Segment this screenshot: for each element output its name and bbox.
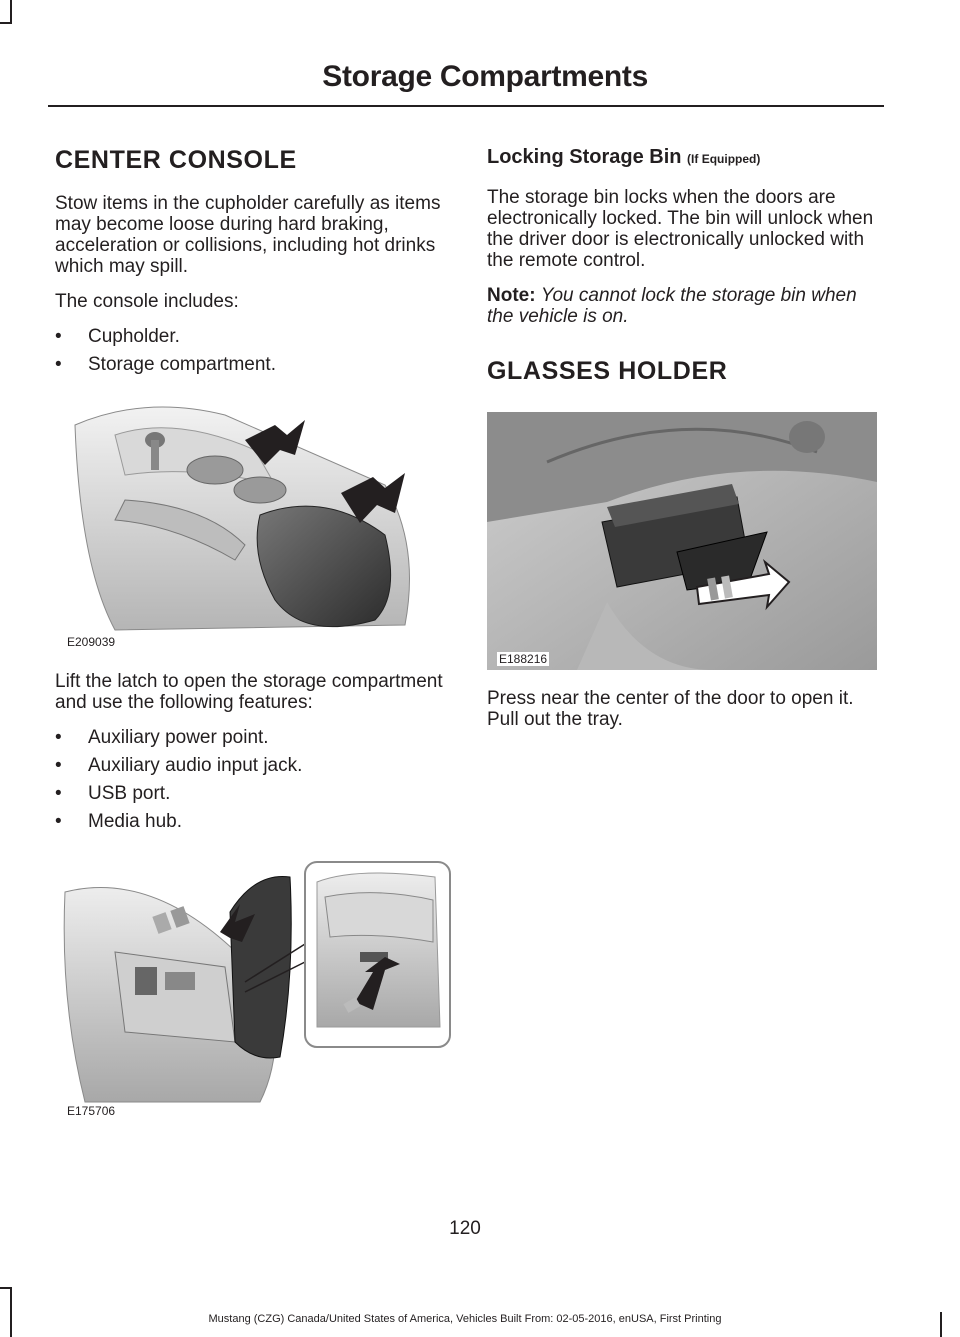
list-item: • Auxiliary audio input jack.	[55, 755, 455, 776]
list-item: • Media hub.	[55, 811, 455, 832]
list-item: • Auxiliary power point.	[55, 727, 455, 748]
right-column	[487, 140, 887, 744]
crop-mark	[940, 1312, 942, 1337]
list-item: • Storage compartment.	[55, 354, 455, 375]
intro-paragraph: Stow items in the cupholder carefully as items may become loose during hard braking, acceleration or collisions, including hot drinks which may spill.	[55, 193, 441, 277]
note-text: You cannot lock the storage bin when the vehicle is on.	[487, 285, 857, 327]
crop-mark	[10, 1287, 12, 1337]
figure-id: E209039	[67, 635, 116, 649]
crop-mark	[0, 1287, 12, 1289]
figure-id: E188216	[499, 652, 548, 666]
storage-compartment-illustration	[55, 852, 455, 1122]
figure-center-console	[55, 395, 445, 653]
list-item: • USB port.	[55, 783, 455, 804]
latch-paragraph: Lift the latch to open the storage compartment and use the following features:	[55, 671, 443, 713]
section-title-center-console: CENTER CONSOLE	[55, 146, 297, 174]
left-column	[55, 140, 455, 1140]
glasses-paragraph: Press near the center of the door to open it. Pull out the tray.	[487, 688, 854, 730]
page-number: 120	[449, 1218, 481, 1239]
figure-storage-compartment	[55, 852, 455, 1122]
note-label: Note:	[487, 285, 536, 306]
page-header-title: Storage Compartments	[322, 60, 648, 93]
glasses-holder-illustration	[487, 412, 877, 670]
subsection-title-text: Locking Storage Bin	[487, 146, 682, 168]
note-paragraph	[487, 285, 887, 327]
center-console-illustration	[55, 395, 445, 653]
lock-paragraph: The storage bin locks when the doors are electronically locked. The bin will unlock when the driver door is electronically unlocked with the remote control.	[487, 187, 874, 271]
crop-mark	[0, 22, 12, 24]
includes-label: The console includes:	[55, 291, 239, 312]
crop-mark	[10, 0, 12, 22]
list-item: • Cupholder.	[55, 326, 455, 347]
if-equipped-label: (If Equipped)	[687, 152, 761, 166]
subsection-title-locking-storage-bin	[487, 146, 887, 169]
figure-glasses-holder	[487, 412, 877, 670]
includes-list	[55, 326, 455, 375]
page-footer: Mustang (CZG) Canada/United States of America, Vehicles Built From: 02-05-2016, enUSA, First Printing	[208, 1313, 722, 1325]
figure-id: E175706	[67, 1104, 116, 1118]
features-list	[55, 727, 455, 832]
header-rule	[48, 105, 884, 107]
section-title-glasses-holder: GLASSES HOLDER	[487, 357, 728, 385]
